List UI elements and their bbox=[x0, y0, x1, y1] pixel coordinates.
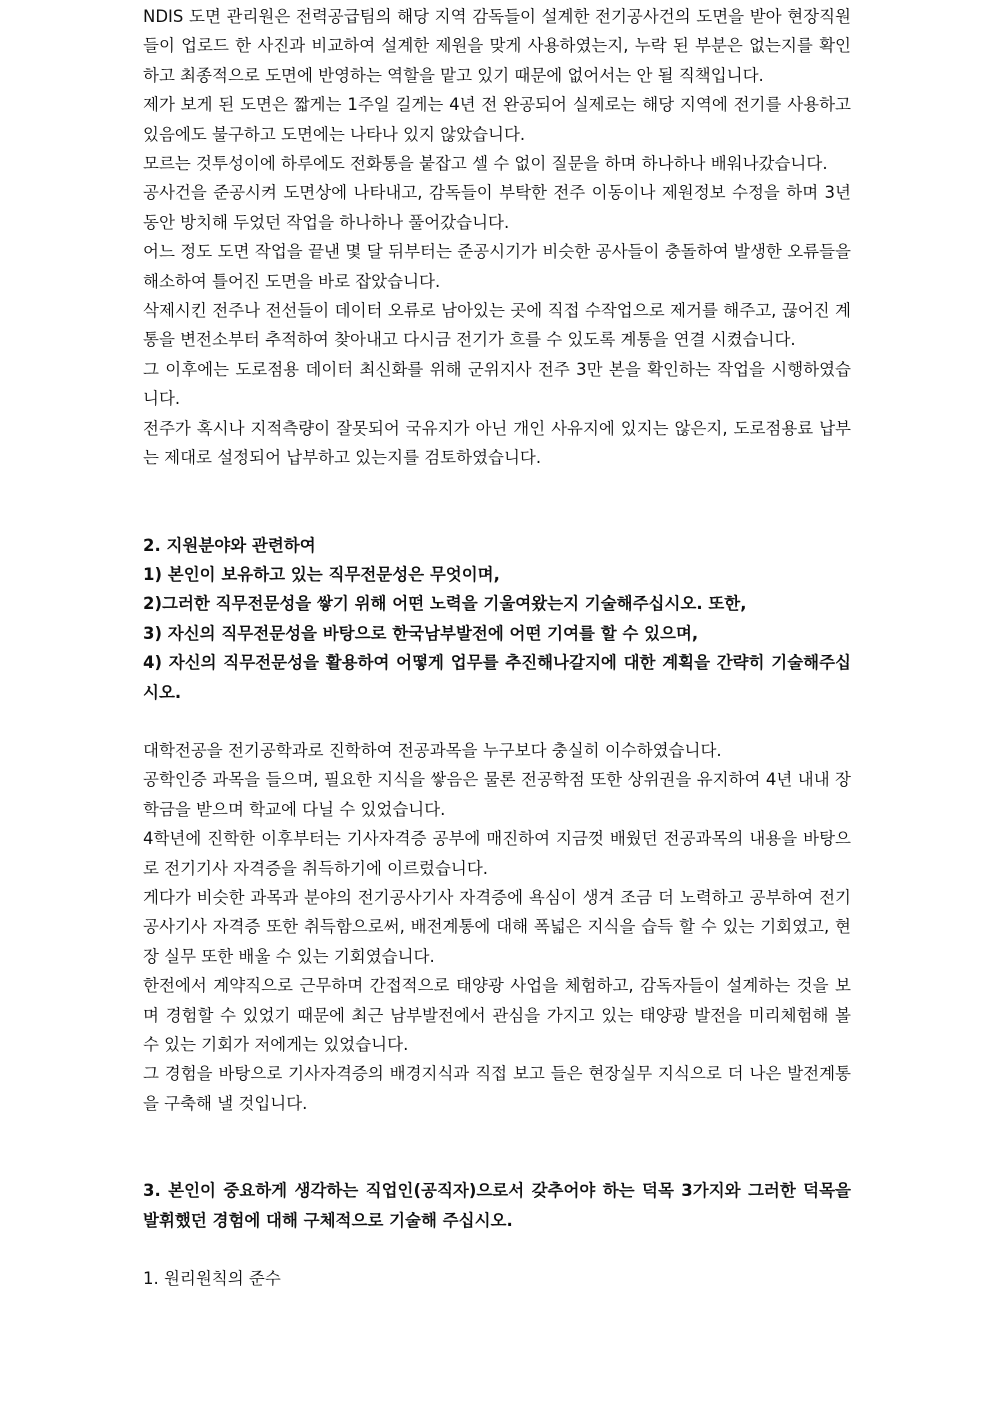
section-3-item-heading: 1. 원리원칙의 준수 bbox=[143, 1269, 281, 1289]
paragraph: 제가 보게 된 도면은 짧게는 1주일 길게는 4년 전 완공되어 실제로는 해당 지역에 전기를 사용하고 있음에도 불구하고 도면에는 나타나 있지 않았습니다. bbox=[143, 95, 851, 144]
spacer bbox=[143, 707, 851, 736]
spacer bbox=[143, 1235, 851, 1264]
paragraph: 어느 정도 도면 작업을 끝낸 몇 달 뒤부터는 준공시기가 비슷한 공사들이 충돌하여 발생한 오류들을 해소하여 틀어진 도면을 바로 잡았습니다. bbox=[143, 242, 851, 291]
paragraph: 전주가 혹시나 지적측량이 잘못되어 국유지가 아닌 개인 사유지에 있지는 않은지, 도로점용료 납부는 제대로 설정되어 납부하고 있는지를 검토하였습니다. bbox=[143, 418, 851, 468]
paragraph: 모르는 것투성이에 하루에도 전화통을 붙잡고 셀 수 없이 질문을 하며 하나하나 배워나갔습니다. bbox=[143, 154, 828, 174]
section-3-question: 3. 본인이 중요하게 생각하는 직업인(공직자)으로서 갖추어야 하는 덕목 3가지와 그러한 덕목을 발휘했던 경험에 대해 구체적으로 기술해 주십시오. bbox=[143, 1181, 851, 1230]
paragraph: 한전에서 계약직으로 근무하며 간접적으로 태양광 사업을 체험하고, 감독자들이 설계하는 것을 보며 경험할 수 있었기 때문에 최근 남부발전에서 관심을 가지고 있는 태양광 발전을 미리체험해 볼 수 있는 기회가 저에게는 있었습니다. bbox=[143, 976, 851, 1054]
paragraph: 공학인증 과목을 들으며, 필요한 지식을 쌓음은 물론 전공학점 또한 상위권을 유지하여 4년 내내 장학금을 받으며 학교에 다닐 수 있었습니다. bbox=[143, 770, 851, 819]
question-line: 2. 지원분야와 관련하여 bbox=[143, 535, 316, 555]
question-line: 4) 자신의 직무전문성을 활용하여 어떻게 업무를 추진해나갈지에 대한 계획을 간략히 기술해주십시오. bbox=[143, 653, 851, 702]
spacer bbox=[143, 473, 851, 531]
paragraph: 그 경험을 바탕으로 기사자격증의 배경지식과 직접 보고 들은 현장실무 지식으로 더 나은 발전계통을 구축해 낼 것입니다. bbox=[143, 1064, 851, 1113]
paragraph: 대학전공을 전기공학과로 진학하여 전공과목을 누구보다 충실히 이수하였습니다. bbox=[143, 740, 722, 760]
spacer bbox=[143, 1118, 851, 1176]
question-line: 1) 본인이 보유하고 있는 직무전문성은 무엇이며, bbox=[143, 564, 500, 584]
question-line: 3) 자신의 직무전문성을 바탕으로 한국남부발전에 어떤 기여를 할 수 있으며, bbox=[143, 623, 699, 643]
paragraph: 삭제시킨 전주나 전선들이 데이터 오류로 남아있는 곳에 직접 수작업으로 제거를 해주고, 끊어진 계통을 변전소부터 추적하여 찾아내고 다시금 전기가 흐를 수 있도록 계통을 연결 시켰습니다. bbox=[143, 301, 851, 350]
paragraph: 게다가 비슷한 과목과 분야의 전기공사기사 자격증에 욕심이 생겨 조금 더 노력하고 공부하여 전기공사기사 자격증 또한 취득함으로써, 배전계통에 대해 폭넓은 지식을 습득 할 수 있는 기회였고, 현장 실무 또한 배울 수 있는 기회였습니다. bbox=[143, 887, 851, 966]
section-2-question bbox=[143, 531, 851, 707]
question-line: 2)그러한 직무전문성을 쌓기 위해 어떤 노력을 기울여왔는지 기술해주십시오. 또한, bbox=[143, 594, 747, 614]
section-1-body bbox=[143, 2, 851, 473]
section-2-body bbox=[143, 736, 851, 1118]
paragraph: NDIS 도면 관리원은 전력공급팀의 해당 지역 감독들이 설계한 전기공사건의 도면을 받아 현장직원들이 업로드 한 사진과 비교하여 설계한 제원을 맞게 사용하였는지, 누락 된 부분은 없는지를 확인하고 최종적으로 도면에 반영하는 역할을 맡고 있기 때문에 없어서는 안 될 직책입니다. bbox=[143, 7, 851, 85]
document-page bbox=[143, 0, 851, 1293]
paragraph: 4학년에 진학한 이후부터는 기사자격증 공부에 매진하여 지금껏 배웠던 전공과목의 내용을 바탕으로 전기기사 자격증을 취득하기에 이르렀습니다. bbox=[143, 829, 851, 878]
paragraph: 공사건을 준공시켜 도면상에 나타내고, 감독들이 부탁한 전주 이동이나 제원정보 수정을 하며 3년 동안 방치해 두었던 작업을 하나하나 풀어갔습니다. bbox=[143, 183, 851, 232]
paragraph: 그 이후에는 도로점용 데이터 최신화를 위해 군위지사 전주 3만 본을 확인하는 작업을 시행하였습니다. bbox=[143, 359, 851, 409]
